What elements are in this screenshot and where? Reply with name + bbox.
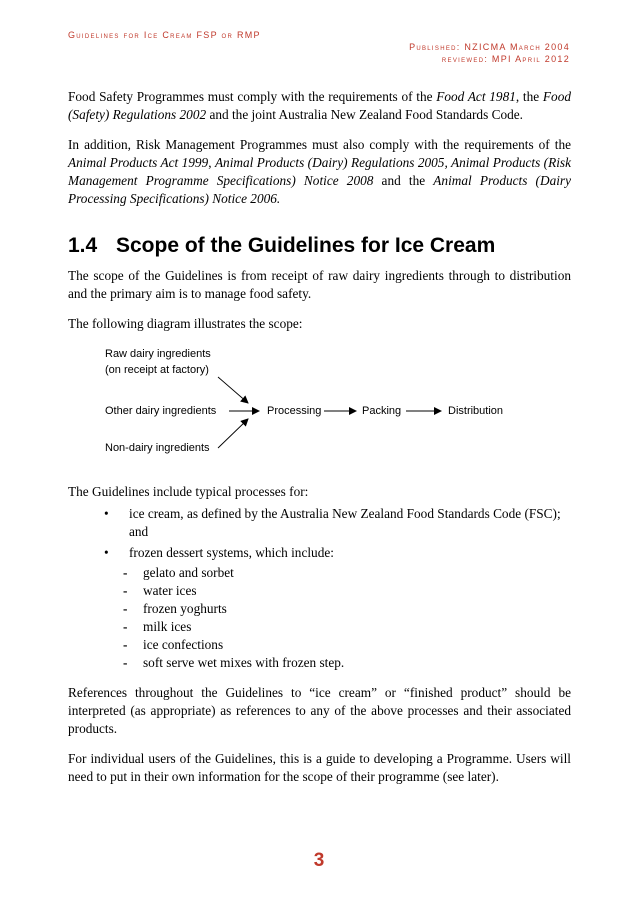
list-item-text: frozen dessert systems, which include:: [129, 545, 334, 560]
text-run: and the joint Australia New Zealand Food Standards Code.: [206, 107, 523, 122]
raw-dairy-line2: (on receipt at factory): [105, 364, 209, 376]
running-header-title: Guidelines for Ice Cream FSP or RMP: [68, 30, 261, 40]
sub-item-text: milk ices: [143, 619, 192, 634]
dash-icon: -: [123, 565, 128, 580]
arrow-raw-to-processing: [218, 377, 248, 403]
other-dairy-label: Other dairy ingredients: [105, 405, 217, 417]
list-item-text: ice cream, as defined by the Australia New Zealand Food Standards Code (FSC); and: [129, 506, 561, 539]
diagram-intro-paragraph: The following diagram illustrates the scope:: [68, 316, 303, 331]
sub-list-item: [123, 618, 571, 636]
scope-flow-diagram: [68, 341, 571, 461]
dash-icon: -: [123, 655, 128, 670]
section-heading: [68, 234, 571, 258]
list-item: [104, 544, 571, 672]
references-paragraph: References throughout the Guidelines to “ice cream” or “finished product” should be interpreted (as appropriate) as references to any of the above processes and their associated products.: [68, 685, 571, 736]
sub-item-text: soft serve wet mixes with frozen step.: [143, 655, 345, 670]
section-number: 1.4: [68, 234, 98, 257]
regulation-reference: Food (Safety) Regulations 2002: [68, 89, 571, 122]
non-dairy-label: Non-dairy ingredients: [105, 442, 210, 454]
bullet-icon: •: [104, 506, 109, 521]
reviewed-line: reviewed: MPI April 2012: [441, 54, 570, 64]
text-run: In addition, Risk Management Programmes must also comply with the requirements of the: [68, 137, 571, 152]
packing-label: Packing: [362, 405, 402, 417]
section-title: Scope of the Guidelines for Ice Cream: [116, 234, 496, 257]
sub-list-item: [123, 582, 571, 600]
raw-dairy-line1: Raw dairy ingredients: [105, 348, 211, 360]
regulation-reference: Animal Products (Dairy) Regulations 2005, Animal Products (Risk Management Programme Specifications) Notice 2008: [68, 155, 571, 188]
distribution-label: Distribution: [448, 405, 504, 417]
sub-item-text: water ices: [143, 583, 197, 598]
dash-icon: -: [123, 619, 128, 634]
sub-list-item: [123, 564, 571, 582]
page-body: [68, 88, 571, 786]
sub-list-item: [123, 654, 571, 672]
food-act-paragraph: [68, 88, 571, 124]
sub-list-item: [123, 636, 571, 654]
published-line: Published: NZICMA March 2004: [409, 42, 570, 52]
bullet-icon: •: [104, 545, 109, 560]
text-run: , the: [515, 89, 543, 104]
act-reference: Food Act 1981: [436, 89, 516, 104]
raw-dairy-label: [105, 346, 211, 378]
arrow-nondairy-to-processing: [218, 419, 248, 448]
sub-item-text: gelato and sorbet: [143, 565, 234, 580]
rmp-requirements-paragraph: [68, 136, 571, 208]
processes-intro: The Guidelines include typical processes for:: [68, 484, 309, 499]
text-run: and the: [373, 173, 434, 188]
list-item: [104, 505, 571, 541]
act-reference: Animal Products Act 1999: [68, 155, 209, 170]
sub-item-text: ice confections: [143, 637, 224, 652]
running-header-publication: [409, 41, 570, 65]
processing-label: Processing: [267, 405, 322, 417]
dash-icon: -: [123, 637, 128, 652]
sub-item-text: frozen yoghurts: [143, 601, 227, 616]
scope-paragraph: The scope of the Guidelines is from receipt of raw dairy ingredients through to distribution and the primary aim is to manage food safety.: [68, 268, 571, 301]
frozen-dessert-sublist: [123, 564, 571, 672]
page-number: 3: [313, 850, 325, 871]
text-run: Food Safety Programmes must comply with the requirements of the: [68, 89, 437, 104]
users-paragraph: For individual users of the Guidelines, this is a guide to developing a Programme. Users will need to put in their own information for the scope of their programme (see later).: [68, 751, 571, 784]
notice-reference: Animal Products (Dairy Processing Specifications) Notice 2006.: [68, 173, 571, 206]
dash-icon: -: [123, 583, 128, 598]
dash-icon: -: [123, 601, 128, 616]
sub-list-item: [123, 600, 571, 618]
text-run: ,: [208, 155, 215, 170]
process-list: [104, 505, 571, 672]
